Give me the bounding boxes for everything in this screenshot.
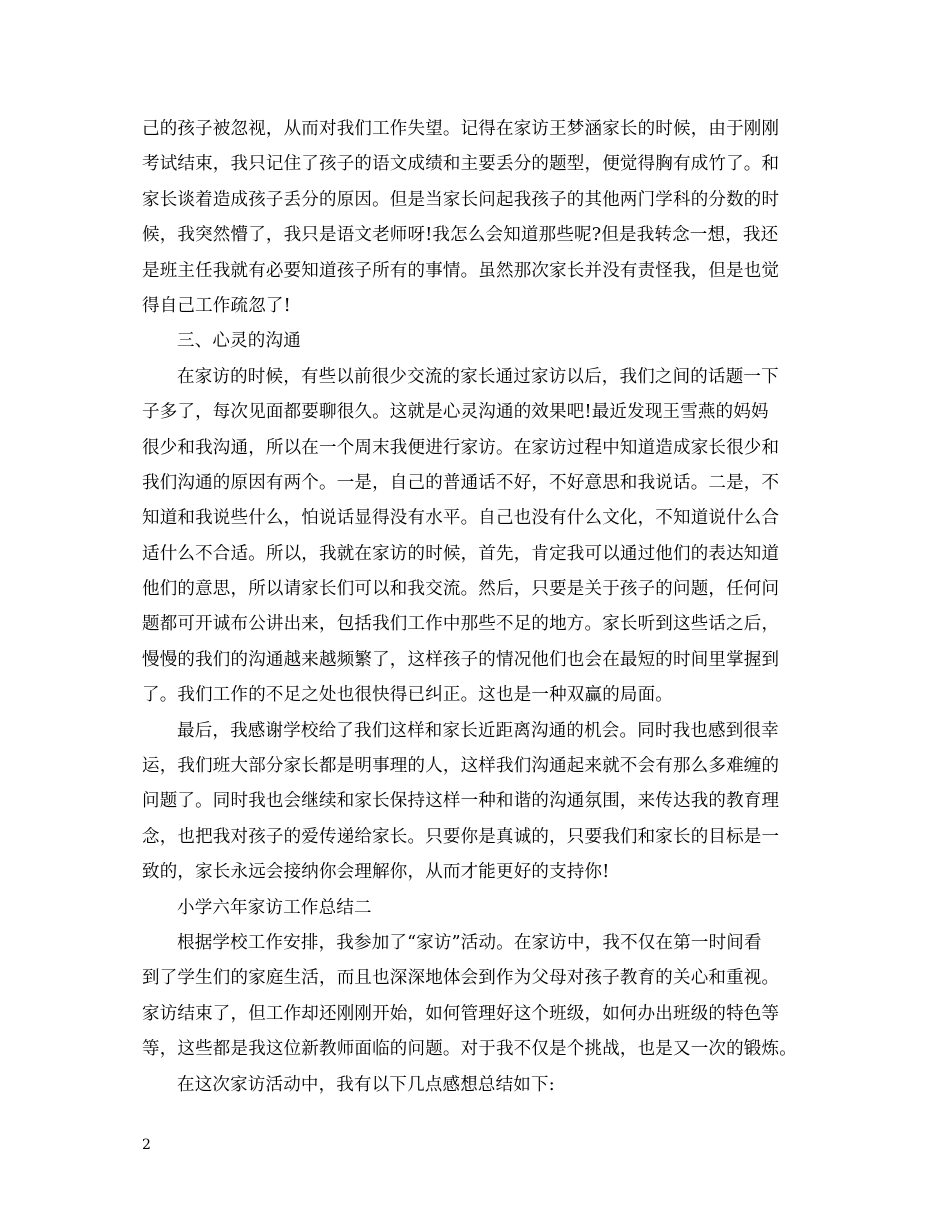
text-line: 是班主任我就有必要知道孩子所有的事情。虽然那次家长并没有责怪我，但是也觉: [142, 260, 780, 281]
text-line: 适什么不合适。所以，我就在家访的时候，首先，肯定我可以通过他们的表达知道: [142, 543, 780, 564]
text-line: 我们沟通的原因有两个。一是，自己的普通话不好，不好意思和我说话。二是，不: [142, 472, 780, 493]
text-line: 问题了。同时我也会继续和家长保持这样一种和谐的沟通氛围，来传达我的教育理: [142, 791, 780, 812]
text-line: 慢慢的我们的沟通越来越频繁了，这样孩子的情况他们也会在最短的时间里掌握到: [142, 649, 780, 670]
text-line: 家访结束了，但工作却还刚刚开始，如何管理好这个班级，如何办出班级的特色等: [142, 1003, 780, 1024]
text-line: 在家访的时候，有些以前很少交流的家长通过家访以后，我们之间的话题一下: [177, 366, 779, 387]
text-line: 致的，家长永远会接纳你会理解你，从而才能更好的支持你!: [142, 862, 610, 883]
text-line: 题都可开诚布公讲出来，包括我们工作中那些不足的地方。家长听到这些话之后，: [142, 614, 780, 635]
text-line: 子多了，每次见面都要聊很久。这就是心灵沟通的效果吧!最近发现王雪燕的妈妈: [142, 402, 769, 423]
document-body: [142, 112, 842, 1103]
text-line: 家长谈着造成孩子丢分的原因。但是当家长问起我孩子的其他两门学科的分数的时: [142, 189, 780, 210]
page-number: 2: [142, 1137, 151, 1153]
text-line: 到了学生们的家庭生活，而且也深深地体会到作为父母对孩子教育的关心和重视。: [142, 968, 780, 989]
text-line: 念，也把我对孩子的爱传递给家长。只要你是真诚的，只要我们和家长的目标是一: [142, 826, 780, 847]
text-line: 考试结束，我只记住了孩子的语文成绩和主要丢分的题型，便觉得胸有成竹了。和: [142, 154, 780, 175]
text-line: 三、心灵的沟通: [177, 331, 301, 352]
text-line: 运，我们班大部分家长都是明事理的人，这样我们沟通起来就不会有那么多难缠的: [142, 756, 780, 777]
text-line: 己的孩子被忽视，从而对我们工作失望。记得在家访王梦涵家长的时候，由于刚刚: [142, 119, 780, 139]
text-line: 候，我突然懵了，我只是语文老师呀!我怎么会知道那些呢?但是我转念一想，我还: [142, 225, 779, 246]
text-line: 等，这些都是我这位新教师面临的问题。对于我不仅是个挑战，也是又一次的锻炼。: [142, 1039, 797, 1060]
text-line: 知道和我说些什么，怕说话显得没有水平。自己也没有什么文化，不知道说什么合: [142, 508, 780, 529]
text-line: 了。我们工作的不足之处也很快得已纠正。这也是一种双赢的局面。: [142, 685, 673, 706]
text-line: 最后，我感谢学校给了我们这样和家长近距离沟通的机会。同时我也感到很幸: [177, 720, 779, 741]
text-line: 他们的意思，所以请家长们可以和我交流。然后，只要是关于孩子的问题，任何问: [142, 579, 780, 600]
text-line: 根据学校工作安排，我参加了“家访”活动。在家访中，我不仅在第一时间看: [177, 932, 762, 953]
text-line: 在这次家访活动中，我有以下几点感想总结如下:: [177, 1074, 555, 1095]
text-line: 小学六年家访工作总结二: [177, 897, 372, 918]
text-line: 得自己工作疏忽了!: [142, 295, 291, 316]
text-line: 很少和我沟通，所以在一个周末我便进行家访。在家访过程中知道造成家长很少和: [142, 437, 780, 458]
